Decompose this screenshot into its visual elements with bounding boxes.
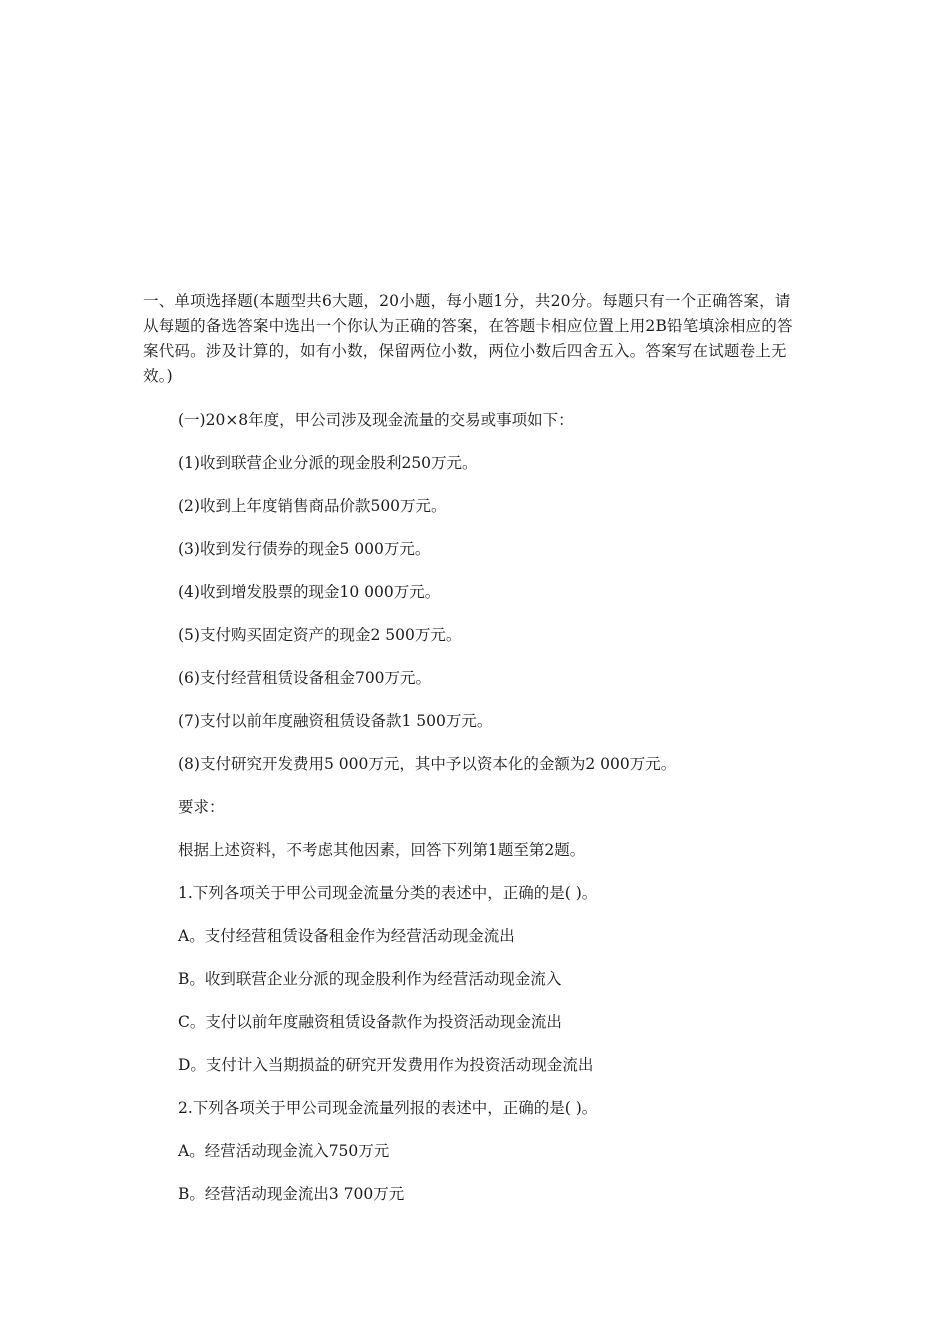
transaction-item-7: (7)支付以前年度融资租赁设备款1 500万元。 (178, 712, 493, 730)
question-2-option-a: A。经营活动现金流入750万元 (178, 1142, 390, 1160)
transaction-item-8: (8)支付研究开发费用5 000万元，其中予以资本化的金额为2 000万元。 (178, 755, 677, 773)
transaction-item-6: (6)支付经营租赁设备租金700万元。 (178, 669, 432, 687)
requirement-text: 根据上述资料，不考虑其他因素，回答下列第1题至第2题。 (178, 841, 586, 859)
requirement-label: 要求： (178, 798, 225, 816)
question-2-option-b: B。经营活动现金流出3 700万元 (178, 1185, 405, 1203)
question-1-option-b: B。收到联营企业分派的现金股利作为经营活动现金流入 (178, 970, 562, 988)
question-1-option-c: C。支付以前年度融资租赁设备款作为投资活动现金流出 (178, 1013, 562, 1031)
case-heading: (一)20×8年度，甲公司涉及现金流量的交易或事项如下： (178, 411, 574, 429)
transaction-item-4: (4)收到增发股票的现金10 000万元。 (178, 583, 441, 601)
transaction-item-1: (1)收到联营企业分派的现金股利250万元。 (178, 454, 478, 472)
question-1: 1.下列各项关于甲公司现金流量分类的表述中，正确的是( )。 (178, 884, 598, 902)
transaction-item-3: (3)收到发行债券的现金5 000万元。 (178, 540, 431, 558)
question-2: 2.下列各项关于甲公司现金流量列报的表述中，正确的是( )。 (178, 1099, 598, 1117)
section-instructions: 一、单项选择题(本题型共6大题，20小题，每小题1分，共20分。每题只有一个正确答案，请从每题的备选答案中选出一个你认为正确的答案，在答题卡相应位置上用2B铅笔填涂相应的答案代码。涉及计算的，如有小数，保留两位小数，两位小数后四舍五入。答案写在试题卷上无效。) (143, 292, 793, 385)
transaction-item-5: (5)支付购买固定资产的现金2 500万元。 (178, 626, 462, 644)
transaction-item-2: (2)收到上年度销售商品价款500万元。 (178, 497, 447, 515)
question-1-option-a: A。支付经营租赁设备租金作为经营活动现金流出 (178, 927, 515, 945)
question-1-option-d: D。支付计入当期损益的研究开发费用作为投资活动现金流出 (178, 1056, 594, 1074)
